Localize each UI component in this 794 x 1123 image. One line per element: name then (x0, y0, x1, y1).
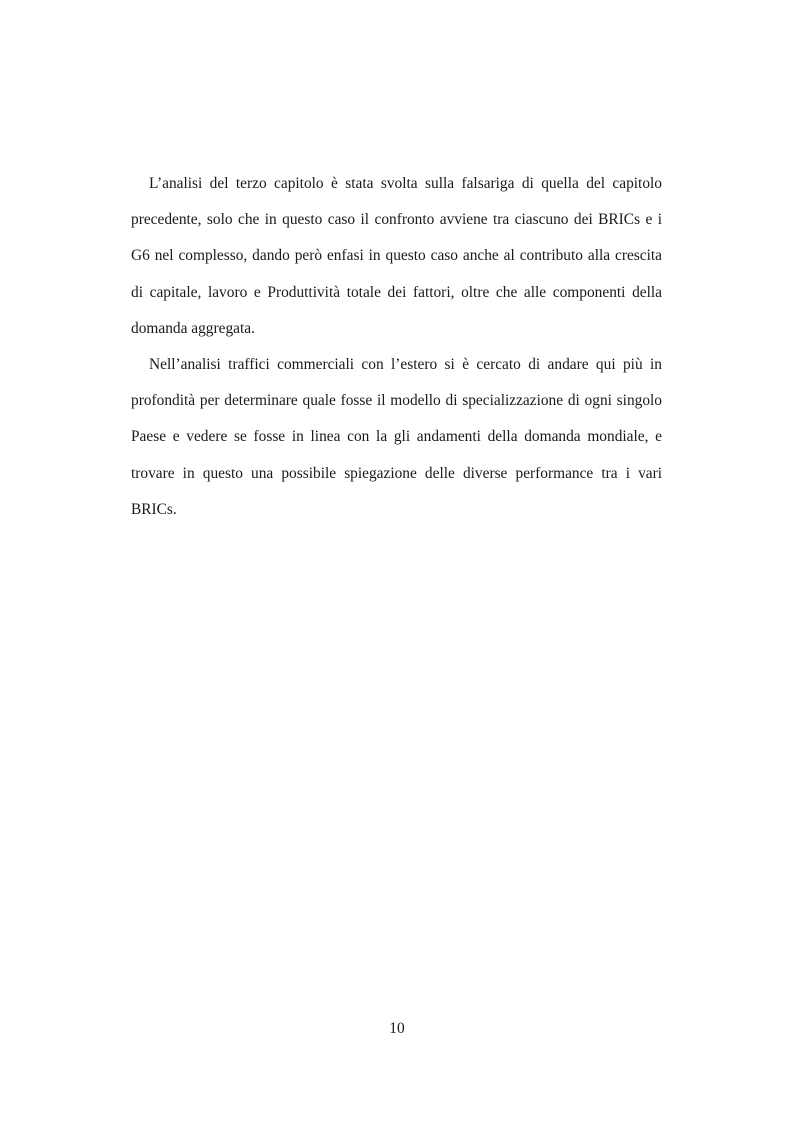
paragraph-2: Nell’analisi traffici commerciali con l’estero si è cercato di andare qui più in profondità per determinare quale fosse il modello di specializzazione di ogni singolo Paese e vedere se fosse in linea con la gli andamenti della domanda mondiale, e trovare in questo una possibile spiegazione delle diverse performance tra i vari BRICs. (131, 356, 662, 518)
paragraph-1: L’analisi del terzo capitolo è stata svolta sulla falsariga di quella del capitolo precedente, solo che in questo caso il confronto avviene tra ciascuno dei BRICs e i G6 nel complesso, dando però enfasi in questo caso anche al contributo alla crescita di capitale, lavoro e Produttività totale dei fattori, oltre che alle componenti della domanda aggregata. (131, 175, 662, 337)
body-text (131, 166, 662, 528)
page-number: 10 (389, 1020, 405, 1037)
